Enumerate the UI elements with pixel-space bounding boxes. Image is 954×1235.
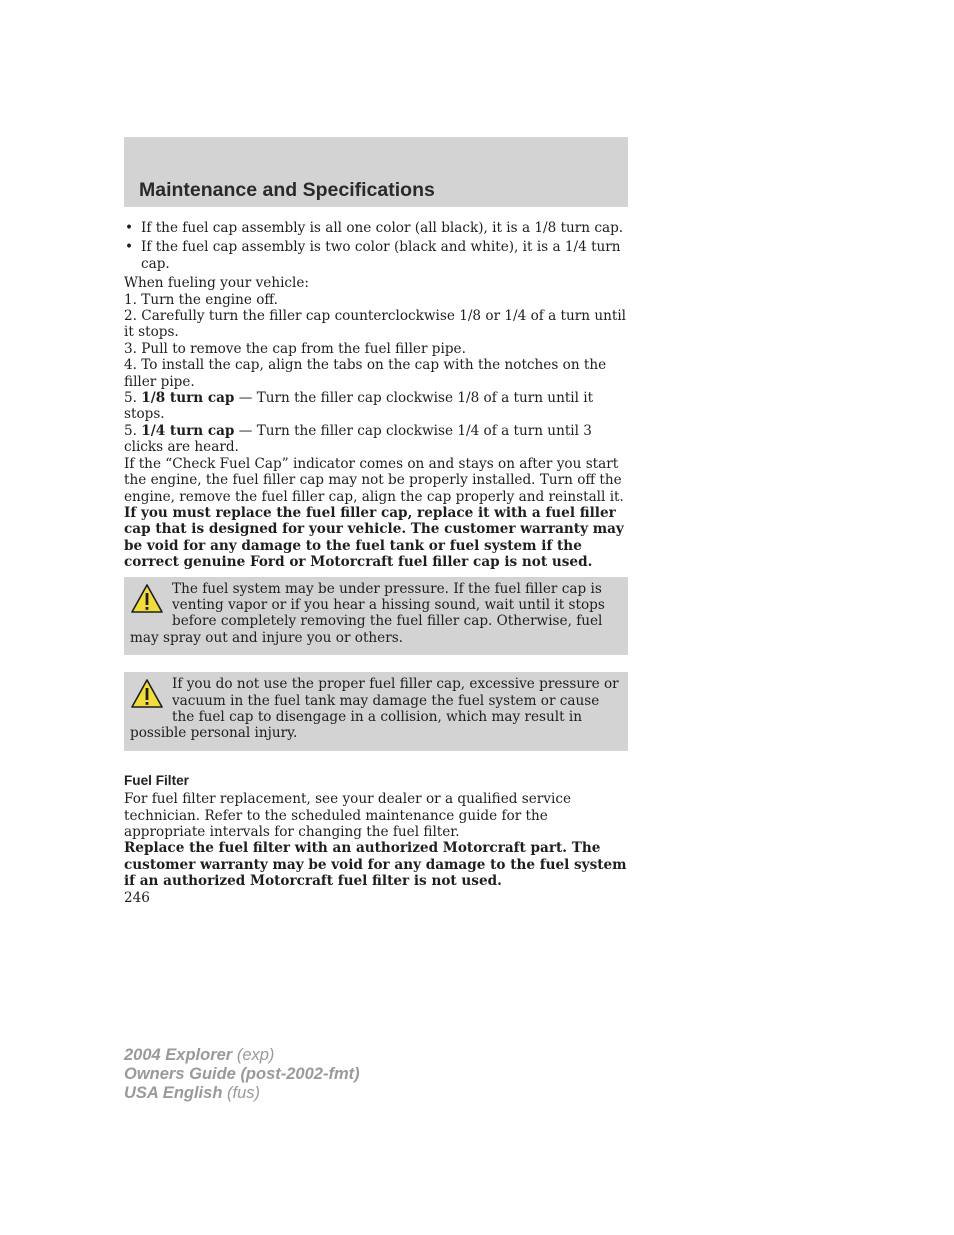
bullet-text: If the fuel cap assembly is two color (black and white), it is a 1/4 turn cap. <box>141 239 621 272</box>
warning-triangle-icon <box>130 678 164 710</box>
footer-line-guide <box>124 1065 360 1084</box>
footer-model: 2004 Explorer <box>124 1046 233 1064</box>
step-item-quarter-turn <box>124 423 628 456</box>
bullet-item <box>124 239 628 272</box>
step-term: 1/8 turn cap <box>141 390 235 407</box>
document-footer <box>124 1046 360 1103</box>
footer-language-code: (fus) <box>222 1084 260 1102</box>
section-header-band <box>124 137 628 207</box>
page-content <box>124 220 628 906</box>
step-description: — Turn the filler cap clockwise 1/8 of a turn until it stops. <box>124 390 594 423</box>
warning-box <box>124 672 628 751</box>
footer-line-model <box>124 1046 360 1065</box>
step-number: 5. <box>124 422 142 439</box>
step-description: — Turn the filler cap clockwise 1/4 of a turn until 3 clicks are heard. <box>124 422 592 456</box>
bullet-item <box>124 220 628 236</box>
warning-text: The fuel system may be under pressure. If the fuel filler cap is venting vapor or if you hear a hissing sound, wait until it stops before completely removing the fuel filler cap. Otherwise, fuel may spray out and injure you or others. <box>130 580 605 646</box>
footer-line-language <box>124 1084 360 1103</box>
check-fuel-cap-paragraph: If the “Check Fuel Cap” indicator comes on and stays on after you start the engine, the fuel filler cap may not be properly installed. Turn off the engine, remove the fuel filler cap, align the cap properly and reinstall it. <box>124 455 624 505</box>
fueling-intro: When fueling your vehicle: <box>124 275 310 292</box>
fuel-filter-notice: Replace the fuel filter with an authorized Motorcraft part. The customer warranty may be void for any damage to the fuel system if an authorized Motorcraft fuel filter is not used. <box>124 840 627 890</box>
warning-box <box>124 577 628 656</box>
bullet-symbol: • <box>125 239 134 256</box>
footer-language: USA English <box>124 1084 223 1102</box>
warning-text: If you do not use the proper fuel filler cap, excessive pressure or vacuum in the fuel tank may damage the fuel system or cause the fuel cap to disengage in a collision, which may result in possible personal injury. <box>130 676 619 742</box>
footer-model-code: (exp) <box>232 1046 275 1064</box>
warning-triangle-icon <box>130 583 164 615</box>
bullet-text: If the fuel cap assembly is all one color (all black), it is a 1/8 turn cap. <box>141 220 624 236</box>
fuel-filter-heading: Fuel Filter <box>124 772 189 788</box>
footer-guide: Owners Guide (post-2002-fmt) <box>124 1065 360 1083</box>
bullet-symbol: • <box>125 220 134 236</box>
page-number: 246 <box>124 889 150 906</box>
fuel-filter-paragraph: For fuel filter replacement, see your dealer or a qualified service technician. Refer to the scheduled maintenance guide for the appropriate intervals for changing the fuel filter. <box>124 791 571 840</box>
step-item: 2. Carefully turn the filler cap counterclockwise 1/8 or 1/4 of a turn until it stops. <box>124 308 627 341</box>
replace-cap-notice: If you must replace the fuel filler cap, replace it with a fuel filler cap that is designed for your vehicle. The customer warranty may be void for any damage to the fuel tank or fuel system if the correct genuine Ford or Motorcraft fuel filler cap is not used. <box>124 504 624 571</box>
step-item-eighth-turn <box>124 390 628 423</box>
step-item: 4. To install the cap, align the tabs on the cap with the notches on the filler pipe. <box>124 357 607 390</box>
step-item: 3. Pull to remove the cap from the fuel filler pipe. <box>124 340 466 357</box>
step-number: 5. <box>124 390 142 407</box>
step-item: 1. Turn the engine off. <box>124 291 278 308</box>
step-term: 1/4 turn cap <box>141 422 235 439</box>
section-title: Maintenance and Specifications <box>139 179 435 201</box>
